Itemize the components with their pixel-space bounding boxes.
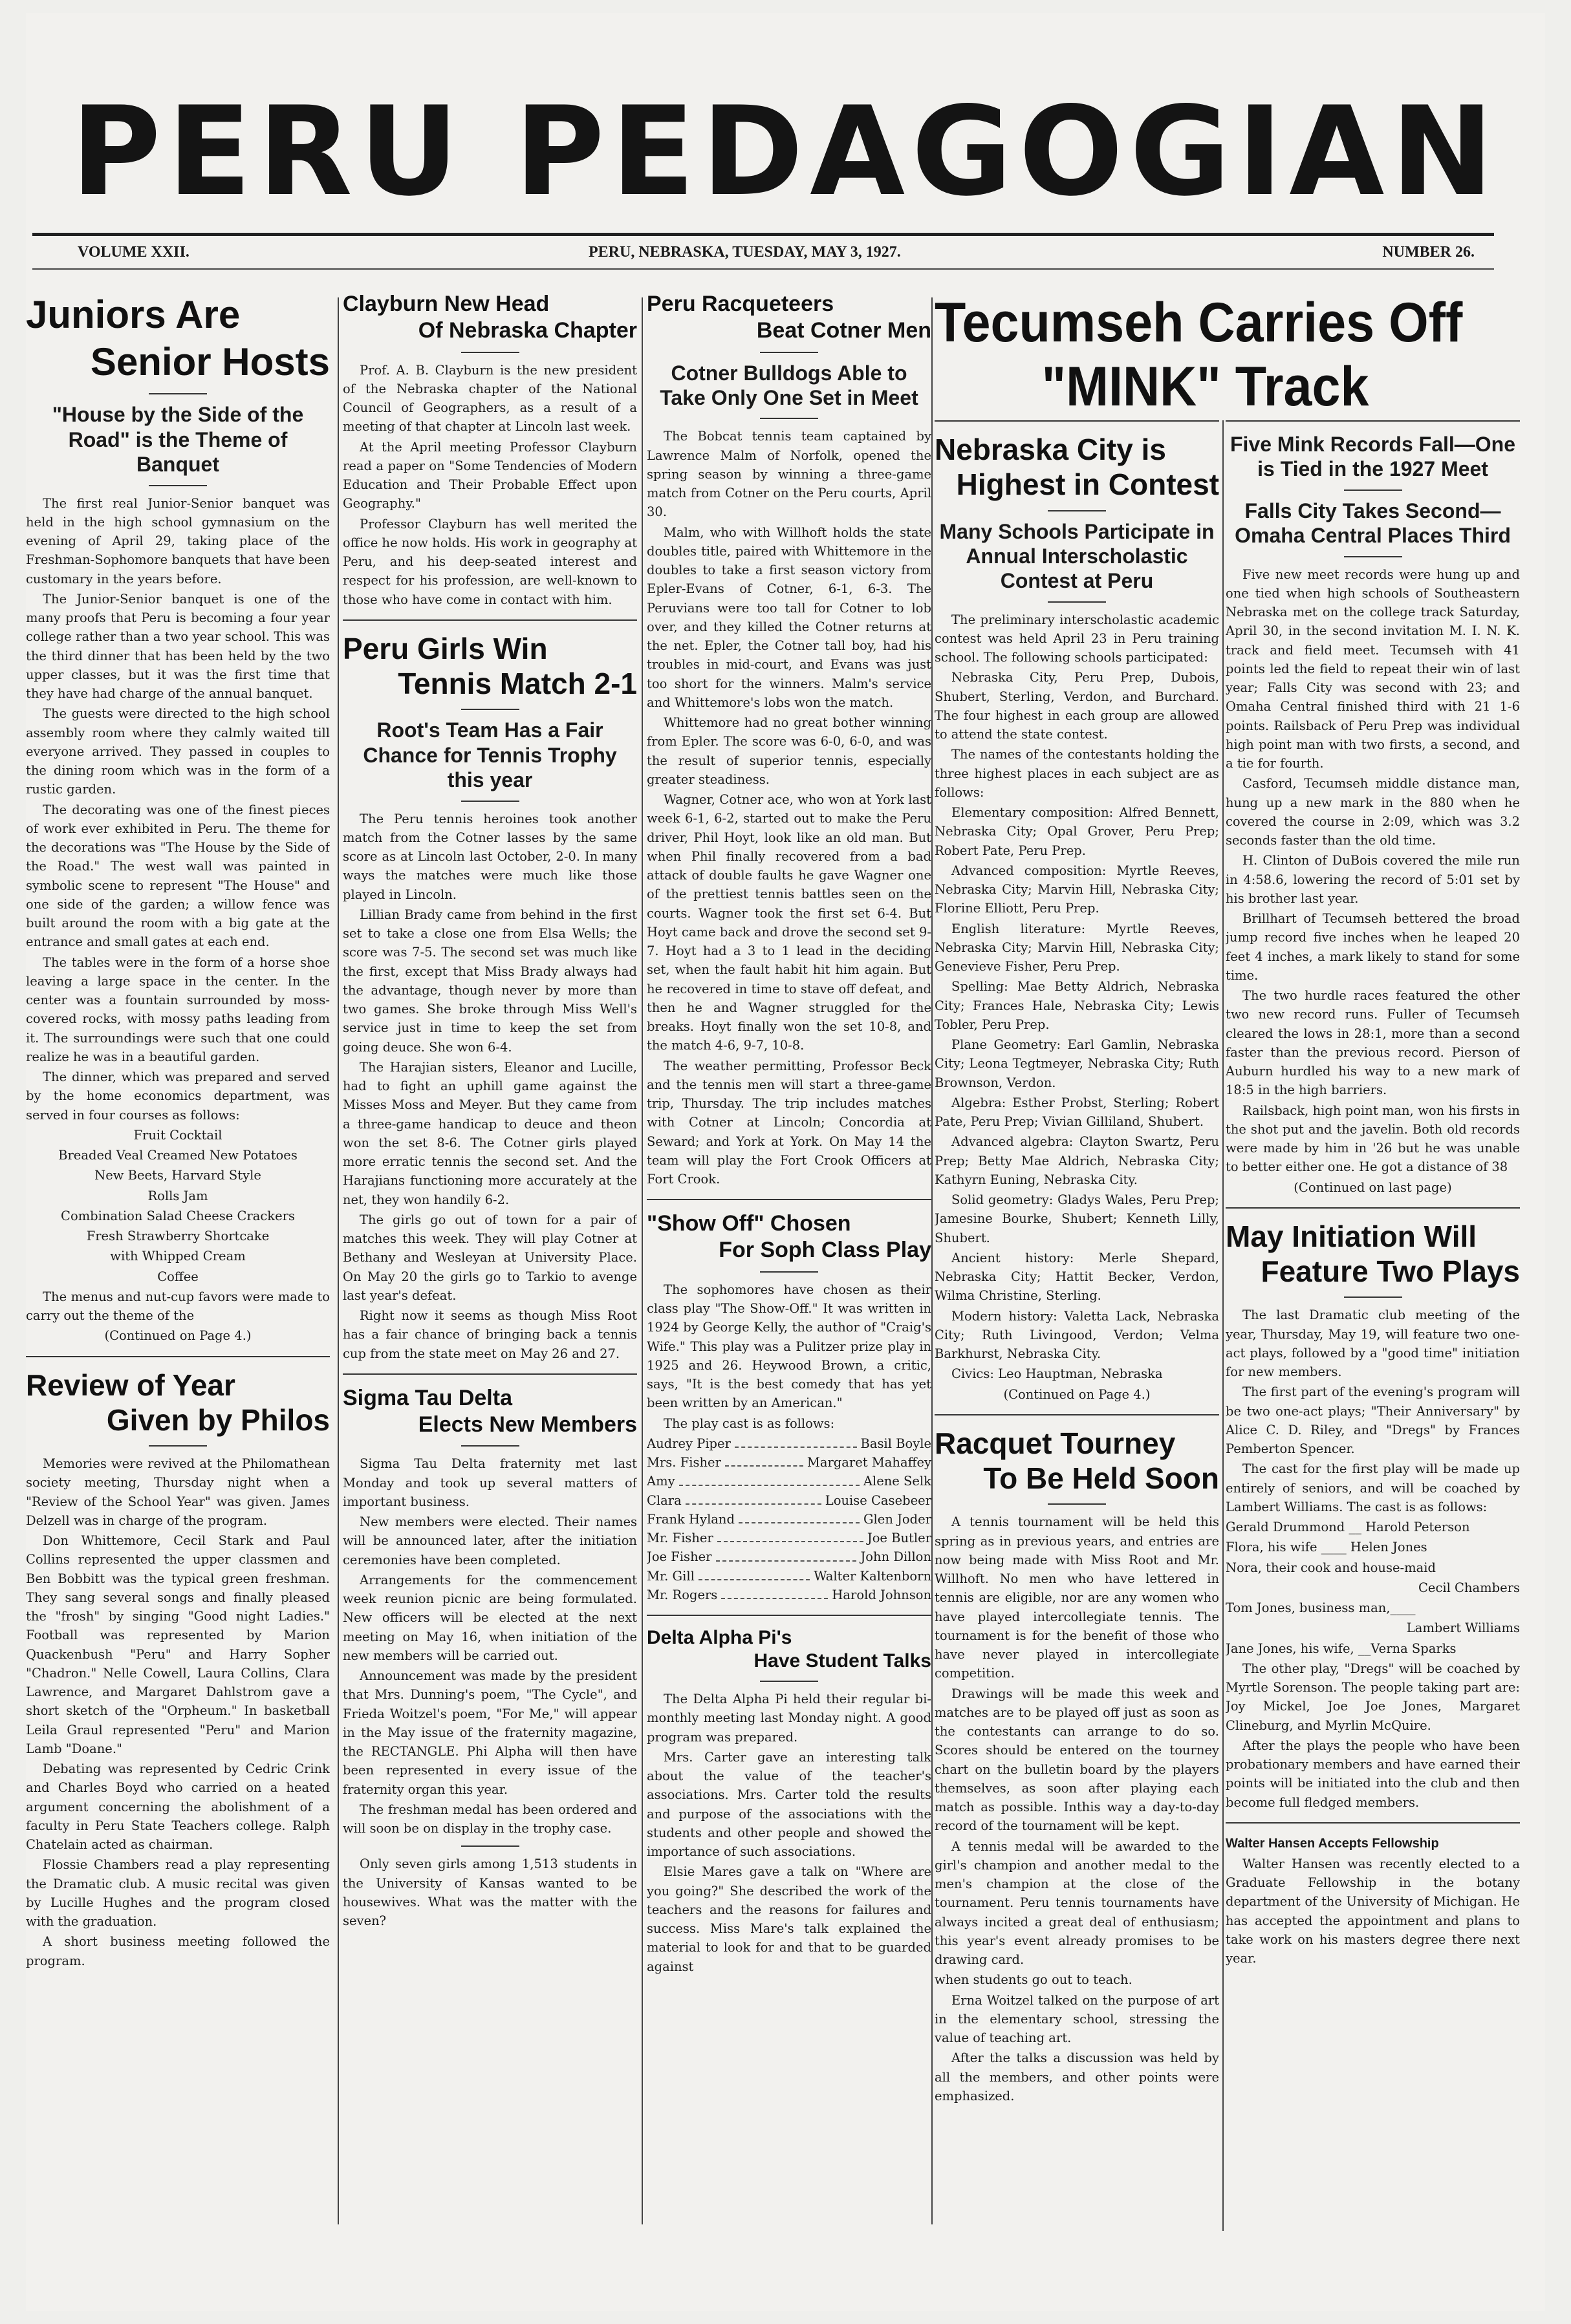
article-deck: "House by the Side of the Road" is the Theme of Banquet [52,403,304,477]
paragraph: The Bobcat tennis team captained by Lawrence Malm of Norfolk, opened the spring season by winning a three-game match from Cotner on the Peru courts, April 30. [647,429,931,520]
article-deck: Cotner Bulldogs Able to Take Only One Set in Meet [660,361,918,409]
divider [26,1356,330,1357]
headline-line: Tecumseh Carries Off [935,292,1463,354]
paragraph: At the April meeting Professor Clayburn read a paper on "Some Tendencies of Modern Education and Their Probable Effect upon Geography." [343,439,637,511]
paragraph: Advanced composition: Myrtle Reeves, Nebraska City; Marvin Hill, Nebraska City; Florine Elliott, Peru Prep. [935,863,1219,916]
divider [1344,556,1402,557]
menu-item: Breaded Veal Creamed New Potatoes [58,1148,298,1163]
cast-entry [647,1586,931,1604]
paragraph: Flossie Chambers read a play representing the Dramatic club. A music recital was given by Lucille Hughes and the program closed with the graduation. [26,1857,330,1930]
cast-actor: Joe Butler [867,1531,931,1546]
article-deck: Falls City Takes Second—Omaha Central Places Third [1235,499,1511,548]
paragraph: Brillhart of Tecumseh bettered the broad jump record five inches when he leaped 20 feet 4 inches, a mark likely to stand for some time. [1226,911,1520,983]
column-divider [1222,420,1224,2231]
paragraph: Algebra: Esther Probst, Sterling; Robert Pate, Peru Prep; Vivian Gilliland, Shubert. [935,1095,1219,1130]
leader-dots [716,1547,857,1561]
paragraph: Spelling: Mae Betty Aldrich, Nebraska City; Frances Hale, Nebraska City; Lewis Tobler, Peru Prep. [935,979,1219,1032]
paragraph: The first part of the evening's program will be two one-act plays; "Their Anniversary" by Alice C. D. Riley, and "Dregs" by Frances Pemberton Spencer. [1226,1384,1520,1457]
article-deck: Many Schools Participate in Annual Interscholastic Contest at Peru [939,519,1215,593]
menu-item: Coffee [157,1269,199,1284]
paragraph: The menus and nut-cup favors were made to carry out the theme of the [26,1289,330,1324]
subheadline: Walter Hansen Accepts Fellowship [1226,1836,1439,1851]
menu-item: Combination Salad Cheese Crackers [61,1208,295,1223]
paragraph: The last Dramatic club meeting of the year, Thursday, May 19, will feature two one-act plays, followed by a "good time" initiation for new members. [1226,1307,1520,1380]
continued-note: (Continued on Page 4.) [104,1328,252,1344]
cast-actor: Margaret Mahaffey [807,1455,931,1470]
divider [1344,490,1402,491]
headline-line: Elects New Members [418,1412,637,1437]
paragraph: Ancient history: Merle Shepard, Nebraska City; Hattit Becker, Verdon, Wilma Christine, Sterling. [935,1250,1219,1304]
divider [647,1199,931,1200]
leader-dots [735,1434,857,1448]
article-deck: Five Mink Records Fall—One is Tied in the 1927 Meet [1230,433,1515,481]
headline-line: Delta Alpha Pi's [647,1627,792,1649]
paragraph: Arrangements for the commencement week reunion picnic are being formulated. New officers will be elected at the next meeting on May 16, when initiation of the new members will be carried out. [343,1572,637,1663]
article-headline [647,1210,931,1264]
leader-dots [717,1529,863,1542]
column-3 [647,291,931,2257]
dateline [32,233,1494,270]
divider [1226,420,1520,422]
column-divider [642,297,643,2224]
continued-note: (Continued on last page) [1294,1179,1452,1195]
leader-dots [679,1472,860,1485]
cast-entry [647,1510,931,1529]
paragraph: The Peru tennis heroines took another match from the Cotner lasses by the same score as at Lincoln last October, 2-0. In many ways the matches were much like those played in Lincoln. [343,811,637,902]
cast-role: Audrey Piper [647,1436,731,1451]
column-5 [1226,420,1520,2257]
article-headline [935,432,1219,502]
paragraph: The tables were in the form of a horse shoe leaving a large space in the center. In the center was a fountain surrounded by moss-covered rocks, with mossy paths leading from it. The surroundings were such that one could realize he was in a beautiful garden. [26,954,330,1064]
paragraph: Memories were revived at the Philomathean society meeting, Thursday night when a "Review of the School Year" was given. James Delzell was in charge of the program. [26,1456,330,1528]
masthead-title: PERU PEDAGOGIAN [70,80,1501,223]
menu-item: Fresh Strawberry Shortcake [86,1229,270,1244]
cast-role: Mr. Fisher [647,1531,713,1546]
paragraph: The Delta Alpha Pi held their regular bi-monthly meeting last Monday night. A good program was prepared. [647,1692,931,1745]
leader-dots [699,1567,810,1580]
cast-role: Amy [647,1474,675,1489]
headline-line: Peru Girls Win [343,631,548,665]
headline-line: Senior Hosts [90,340,330,384]
article-headline [647,1626,931,1673]
cast-actor: Alene Selk [863,1474,931,1489]
cast-actor: Basil Boyle [860,1436,931,1451]
column-4 [935,420,1219,2257]
article-deck: Root's Team Has a Fair Chance for Tennis Trophy this year [363,718,617,792]
paragraph: Lillian Brady came from behind in the first set to take a close one from Elsa Wells; the score was 7-5. The second set was much like the first, except that Miss Brady always had the advantage, though never by more than two games. She broke through Miss Well's service just in time to keep the set from going deuce. She won 6-4. [343,907,637,1055]
paragraph: English literature: Myrtle Reeves, Nebraska City; Marvin Hill, Nebraska City; Genevieve Fisher, Peru Prep. [935,921,1219,974]
paragraph: Walter Hansen was recently elected to a Graduate Fellowship in the botany department of the University of Michigan. He has accepted the appointment and plans to take work on his masters degree there next year. [1226,1856,1520,1966]
paragraph: The dinner, which was prepared and served by the home economics department, was served in four courses as follows: [26,1070,330,1123]
paragraph: Five new meet records were hung up and one tied when high schools of Southeastern Nebraska met on the college track Saturday, April 30, in the second invitation M. I. N. K. track and field meet. Tecumseh with 41 points led the field to repeat their win of last year; Falls City was second with 23; and Omaha Central finished third with 21 1-6 points. Railsback of Peru Prep was individual high point man with two firsts, a second, and a tie for fourth. [1226,566,1520,771]
paragraph: A short business meeting followed the program. [26,1934,330,1968]
divider [1226,1822,1520,1824]
paragraph: Wagner, Cotner ace, who won at York last week 6-1, 6-2, started out to make the Peru driver, Phil Hoyt, look like an old man. But when Phil finally recovered from a bad attack of double faults he gave Wagner one of the prettiest tennis battles seen on the courts. Wagner took the first set 6-4. But Hoyt came back and drove the second set 9-7. Hoyt had a 3 to 1 lead in the deciding set, when the fault habit hit him again. But he recovered in time to stave off defeat, and then he and Wagner struggled for the breaks. Hoyt finally won the set 10-8, and the match 4-6, 9-7, 10-8. [647,792,931,1053]
headline-line: Tennis Match 2-1 [398,667,637,701]
divider [149,485,207,486]
headline-line: Racquet Tourney [935,1426,1176,1460]
paragraph: Erna Woitzel talked on the purpose of art in the elementary school, stressing the value of teaching art. [935,1992,1219,2046]
paragraph: After the plays the people who have been probationary members and have earned their points will be initiated into the club and then become full fledged members. [1226,1738,1520,1810]
divider [149,393,207,394]
paragraph: The Junior-Senior banquet is one of the many proofs that Peru is becoming a four year college rather than a two year school. This was the third dinner that has been held by the two upper classes, but it was the first time that they have had charge of the annual banquet. [26,591,330,702]
headline-line: Highest in Contest [956,468,1219,502]
divider [935,1414,1219,1415]
column-divider [931,297,933,2224]
headline-line: Feature Two Plays [1261,1254,1520,1289]
paragraph: Announcement was made by the president that Mrs. Dunning's poem, "The Cycle", and Frieda Woitzel's poem, "For Me," will appear in the May issue of the fraternity magazine, the RECTANGLE. Phi Alpha will then have been represented in every issue of the fraternity organ this year. [343,1668,637,1797]
cast-entry: Flora, his wife ____ Helen Jones [1226,1540,1427,1555]
paragraph: Malm, who with Willhoft holds the state doubles title, paired with Whittemore in the doubles to take a first season victory from Epler-Evans of Cotner, 6-1, 6-3. The Peruvians were too tall for Cotner to lob over, and they killed the Cotner returns at the net. Epler, the Cotner tall boy, had his troubles in mid-court, and Evans was just too short for the winners. Malm's service and Whittemore's lobs won the match. [647,524,931,710]
article-headline [647,291,931,344]
cast-actor: Glen Joder [863,1511,931,1527]
headline-line: Review of Year [26,1368,235,1402]
cast-entry: Jane Jones, his wife, __Verna Sparks [1226,1641,1457,1656]
paragraph: Prof. A. B. Clayburn is the new president of the Nebraska chapter of the National Council of Geographers, as a result of a meeting of that chapter at Lincoln last week. [343,362,637,435]
paragraph: Nebraska City, Peru Prep, Dubois, Shubert, Sterling, Verdon, and Burchard. The four highest in each group are allowed to attend the state contest. [935,670,1219,742]
divider [461,1845,519,1847]
divider [760,352,818,353]
paragraph: New members were elected. Their names will be announced later, after the initiation ceremonies have been completed. [343,1514,637,1567]
headline-line: Of Nebraska Chapter [418,317,637,343]
paragraph: Elsie Mares gave a talk on "Where are you going?" She described the work of the teachers and the reasons for failures and success. Miss Mare's talk explained the material to look for and that to be guarded against [647,1864,931,1974]
article-headline [343,631,637,702]
divider [343,1373,637,1375]
headline-line: Clayburn New Head [343,292,550,316]
paragraph: The freshman medal has been ordered and will soon be on display in the trophy case. [343,1802,637,1836]
paragraph: Right now it seems as though Miss Root has a fair chance of bringing back a tennis cup from the state meet on May 26 and 27. [343,1308,637,1361]
article-headline [935,1426,1219,1496]
headline-line: Beat Cotner Men [756,317,931,343]
cast-role: Mr. Rogers [647,1587,718,1602]
headline-line: To Be Held Soon [983,1461,1219,1496]
paragraph: The guests were directed to the high school assembly room where they calmly waited till everyone arrived. They passed in couples to the dining room which was in the form of a rustic garden. [26,706,330,797]
headline-line: For Soph Class Play [719,1238,931,1263]
article-headline [343,291,637,344]
headline-line: Have Student Talks [753,1650,931,1672]
cast-entry: Nora, their cook and house-maid [1226,1560,1436,1575]
divider [461,1445,519,1447]
cast-entry [647,1453,931,1472]
divider [1226,1207,1520,1209]
paragraph: Casford, Tecumseh middle distance man, hung up a new mark in the 880 when he covered the course in 2:09, which was 3.2 seconds faster than the old time. [1226,776,1520,848]
cast-actor: John Dillon [860,1549,931,1565]
leader-dots [721,1586,828,1599]
paragraph: The names of the contestants holding the three highest places in each subject are as follows: [935,747,1219,800]
cast-entry [647,1547,931,1566]
cast-entry [647,1491,931,1510]
divider [1344,1296,1402,1298]
cast-role: Clara [647,1492,682,1508]
cast-entry [647,1567,931,1586]
divider [1048,601,1106,603]
paragraph: H. Clinton of DuBois covered the mile run in 4:58.6, lowering the record of 5:01 set by his brother last year. [1226,853,1520,906]
article-headline [935,291,1473,414]
headline-line: May Initiation Will [1226,1219,1477,1253]
paragraph: Sigma Tau Delta fraternity met last Monday and took up several matters of important business. [343,1456,637,1509]
cast-actor: Louise Casebeer [825,1492,931,1508]
paragraph: Elementary composition: Alfred Bennett, Nebraska City; Opal Grover, Peru Prep; Robert Pate, Peru Prep. [935,805,1219,858]
divider [343,619,637,621]
divider [760,418,818,419]
paragraph: Drawings will be made this week and matches are to be played off just as soon as the contestants can arrange to do so. Scores should be entered on the tourney chart on the bulletin board by the players themselves, as soon after playing each match as possible. Inthis way a day-to-day record of the tournament will be kept. [935,1686,1219,1834]
headline-line: Juniors Are [26,293,241,336]
cast-role: Mr. Gill [647,1568,695,1584]
paragraph: The weather permitting, Professor Beck and the tennis men will start a three-game trip, Thursday. The trip includes matches with Cotner at Lincoln; Concordia at Seward; and York at York. On May 14 the team will play the Fort Crook Officers at Fort Crook. [647,1058,931,1187]
headline-line: Peru Racqueteers [647,292,834,316]
paragraph: After the talks a discussion was held by all the members, and other points were emphasized. [935,2050,1219,2103]
paragraph: The decorating was one of the finest pieces of work ever exhibited in Peru. The theme for the decorations was "The House by the Side of the Road." The west wall was painted in symbolic scene to represent "The House" and one side of the garden; a willow fence was built around the room with a big gate at the entrance and small gates at each end. [26,802,330,950]
paragraph: Modern history: Valetta Lack, Nebraska City; Ruth Livingood, Verdon; Velma Barkhurst, Nebraska City. [935,1308,1219,1362]
continued-note: (Continued on Page 4.) [1003,1386,1151,1402]
divider [461,801,519,802]
divider [647,1615,931,1616]
cast-entry [647,1529,931,1547]
issue-number: NUMBER 26. [1382,244,1475,261]
column-divider [338,297,339,2224]
paragraph: The other play, "Dregs" will be coached by Myrtle Sorenson. The people taking part are: Joy Mickel, Joe Joe Jones, Margaret Clineburg, and Myrlin McQuire. [1226,1661,1520,1733]
cast-entry [647,1472,931,1490]
paragraph: Don Whittemore, Cecil Stark and Paul Collins represented the upper classmen and Ben Bobbitt was the typical green freshman. They sang several songs and finally pleased the "frosh" by singing "Good night Ladies." Football was represented by Marion Quackenbush "Peru" and Harry Sopher "Chadron." Nelle Cowell, Laura Collins, Clara Lawrence, and Margaret Dahlstrom gave a short sketch of the "Orpheum." In basketball Leila Graul represented "Peru" and Marion Lamb "Doane." [26,1533,330,1756]
menu-item: New Beets, Harvard Style [94,1168,261,1183]
leader-dots [739,1510,860,1523]
paragraph: Professor Clayburn has well merited the office he now holds. His work in geography at Peru, and his deep-seated interest and respect for his profession, are well-known to those who have come in contact with him. [343,516,637,607]
divider [935,420,1219,422]
leader-dots [725,1453,803,1467]
cast-role: Mrs. Fisher [647,1455,721,1470]
cast-entry: Gerald Drummond __ Harold Peterson [1226,1520,1470,1535]
divider [760,1681,818,1682]
headline-line: Given by Philos [106,1403,330,1437]
paragraph: The sophomores have chosen as their class play "The Show-Off." It was written in 1924 by George Kelly, the author of "Craig's Wife." This play was a Pulitzer prize play in 1925 and 26. Heywood Brown, a critic, says, "It is the best comedy that has yet been written by an American." [647,1282,931,1411]
menu-item: Fruit Cocktail [133,1127,222,1143]
cast-role: Frank Hyland [647,1511,735,1527]
headline-line: "Show Off" Chosen [647,1211,851,1236]
paragraph: Mrs. Carter gave an interesting talk about the value of the teacher's associations. Mrs. Carter told the results and purpose of the associations with the students and other people and showed the importance of such associations. [647,1749,931,1860]
paragraph: Civics: Leo Hauptman, Nebraska [951,1366,1163,1382]
paragraph: Whittemore had no great bother winning from Epler. The score was 6-0, 6-0, and was the result of superior tennis, especially greater steadiness. [647,715,931,787]
paragraph: Only seven girls among 1,513 students in the University of Kansas wanted to be housewives. What was the matter with the seven? [343,1856,637,1929]
paragraph: The play cast is as follows: [664,1415,835,1431]
paragraph: The girls go out of town for a pair of matches this week. They will play Cotner at Bethany and Wesleyan at University Place. On May 20 the girls go to Tarkio to avenge last year's defeat. [343,1212,637,1303]
article-headline [26,1368,330,1438]
paragraph: Plane Geometry: Earl Gamlin, Nebraska City; Leona Tegtmeyer, Nebraska City; Ruth Brownson, Verdon. [935,1037,1219,1090]
banner-headline [935,291,1520,414]
paragraph: when students go out to teach. [935,1972,1132,1988]
leader-dots [686,1491,821,1505]
paragraph: Debating was represented by Cedric Crink and Charles Boyd who carried on a heated argument concerning the abolishment of a faculty in Peru State Teachers college. Ralph Chatelain acted as chairman. [26,1761,330,1853]
cast-entry [647,1434,931,1453]
headline-line: Sigma Tau Delta [343,1385,512,1410]
cast-entry: Cecil Chambers [1418,1580,1520,1595]
paragraph: The two hurdle races featured the other two new record runs. Fuller of Tecumseh cleared the lows in 28:1, more than a second faster than the previous record. Pierson of Auburn hurdled his way to a new mark of 18:5 in the high barriers. [1226,988,1520,1098]
paragraph: A tennis medal will be awarded to the girl's champion and another medal to the men's champion at the close of the tournament. Peru tennis tournaments have always incited a great deal of enthusiasm; this year's event already promises to be drawing card. [935,1838,1219,1968]
paragraph: Railsback, high point man, won his firsts in the shot put and the javelin. Both old records were made by him in '26 but he was unable to better either one. He got a distance of 38 [1226,1103,1520,1175]
cast-entry: Lambert Williams [1406,1620,1520,1636]
column-2 [343,291,637,2257]
column-1 [26,291,330,2257]
cast-role: Joe Fisher [647,1549,712,1565]
headline-line: Nebraska City is [935,433,1166,466]
divider [461,709,519,710]
volume-label: VOLUME XXII. [78,244,190,261]
divider [461,352,519,353]
divider [1048,510,1106,511]
paragraph: A tennis tournament will be held this spring as in previous years, and entries are now being made with Miss Root and Mr. Willhoft. No men who have lettered in tennis are eligible, nor are any women who have played intercollegiate tennis. The tournament is for the benefit of those who have never played in intercollegiate competition. [935,1514,1219,1681]
paragraph: The first real Junior-Senior banquet was held in the high school gymnasium on the evening of April 29, taking place of the Freshman-Sophomore banquets that have been customary in the years before. [26,495,330,586]
cast-entry: Tom Jones, business man,____ [1226,1600,1416,1616]
headline-line: "MINK" Track [1041,355,1369,414]
paragraph: The Harajian sisters, Eleanor and Lucille, had to fight an uphill game against the Misses Moss and Meyer. But they came from a three-game handicap to deuce and theon won the set 8-6. The Cotner girls played more erratic tennis the second set. And the Harajians functioning more accurately at the net, they won handily 6-2. [343,1059,637,1207]
cast-actor: Walter Kaltenborn [814,1568,931,1584]
cast-actor: Harold Johnson [832,1587,931,1602]
menu-item: with Whipped Cream [110,1249,246,1264]
article-headline [26,291,330,385]
divider [1048,1503,1106,1505]
paragraph: Advanced algebra: Clayton Swartz, Peru Prep; Betty Mae Aldrich, Nebraska City; Kathyrn Euning, Nebraska City. [935,1134,1219,1187]
article-headline [343,1385,637,1438]
paragraph: Solid geometry: Gladys Wales, Peru Prep; Jamesine Bourke, Shubert; Kenneth Lilly, Shubert. [935,1192,1219,1245]
menu-item: Rolls Jam [147,1188,208,1203]
paragraph: The cast for the first play will be made up entirely of seniors, and will be coached by Lambert Williams. The cast is as follows: [1226,1461,1520,1514]
divider [760,1271,818,1273]
place-date: PERU, NEBRASKA, TUESDAY, MAY 3, 1927. [589,244,901,261]
divider [149,1445,207,1447]
article-headline [1226,1219,1520,1289]
paragraph: The preliminary interscholastic academic contest was held April 23 in Peru training school. The following schools participated: [935,612,1219,665]
